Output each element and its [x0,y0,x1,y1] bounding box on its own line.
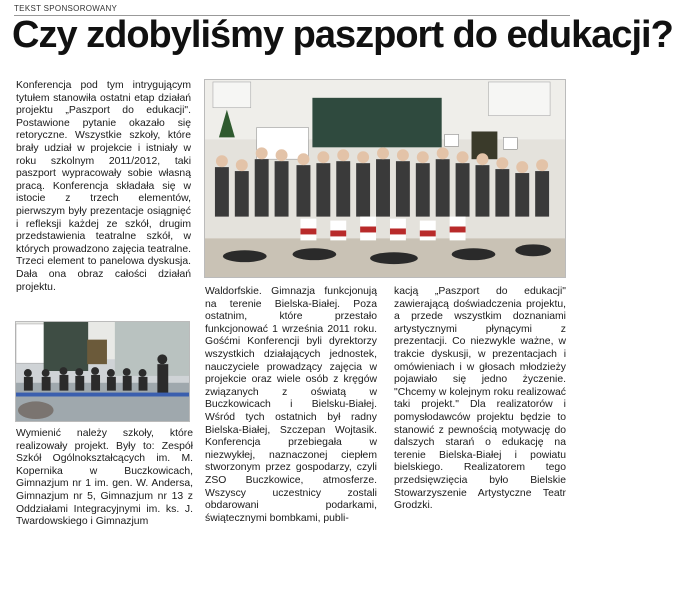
article-column-2: Waldorfskie. Gimnazja funkcjonują na terenie Bielska-Białej. Poza ostatnim, które przestało funkcjonować 1 września 2011 roku. Gośćmi Konferencji byli dyrektorzy wszystkich działających jednostek, nauczyciele prowadzący zajęcia w projekcie oraz wiele osób z kręgów związanych z oświatą w Buczkowicach i Bielsku-Białej. Wśród tych ostatnich był radny Bielska-Białej, Szczepan Wojtasik. Konferencja przebiegała w niezwykłej, naznaczonej ciepłem stworzonym przez gospodarzy, czyli ZSO Buczkowice, atmosferze. Wszyscy uczestnicy zostali obdarowani podarkami, świątecznymi bombkami, publi- [205,286,377,524]
group-photo-participants [204,79,566,278]
article-column-1-top: Konferencja pod tym intrygującym tytułem stanowiła ostatni etap działań projektu „Paszport do edukacji". Postawione pytanie okazało się retoryczne. Wszystkie szkoły, które brały udział w projekcie i istniały w roku szkolnym 2011/2012, taki paszport wypracowały sobie własną pracą. Konferencja składała się w istocie z trzech elementów, pierwszym były prezentacje osiągnięć i refleksji każdej ze szkół, drugim przedstawienia teatralne szkół, w których prowadzono zajęcia teatralne. Trzeci element to panelowa dyskusja. Dała ona obraz całości działań projektu. [16,80,191,293]
article-column-3: kacją „Paszport do edukacji" zawierającą doświadczenia projektu, a przede wszystkim doznaniami artystycznymi płynącymi z prezentacji. Co niezwykle ważne, w trakcie dyskusji, w prezentacjach i omówieniach i w głosach młodzieży pojawiało się jedno życzenie. "Chcemy w kolejnym roku realizować taki projekt." Dla realizatorów i pomysłodawców projektu będzie to stanowić z pewnością motywację do dalszych starań o edukację na terenie Bielska-Białej i powiatu bielskiego. Realizatorem tego przedsięwzięcia było Bielskie Stowarzyszenie Artystyczne Teatr Grodzki. [394,286,566,512]
article-column-1-bottom: Wymienić należy szkoły, które realizowały projekt. Były to: Zespół Szkół Ogólnokształcących im. M. Kopernika w Buczkowicach, Gimnazjum nr 1 im. gen. W. Andersa, Gimnazjum nr 5, Gimnazjum nr 13 z Oddziałami Integracyjnymi im. ks. J. Twardowskiego i Gimnazjum [16,428,193,528]
conference-hall-photo [15,321,190,422]
sponsored-label: TEKST SPONSOROWANY [14,4,570,16]
article-headline: Czy zdobyliśmy paszport do edukacji? [12,14,673,56]
